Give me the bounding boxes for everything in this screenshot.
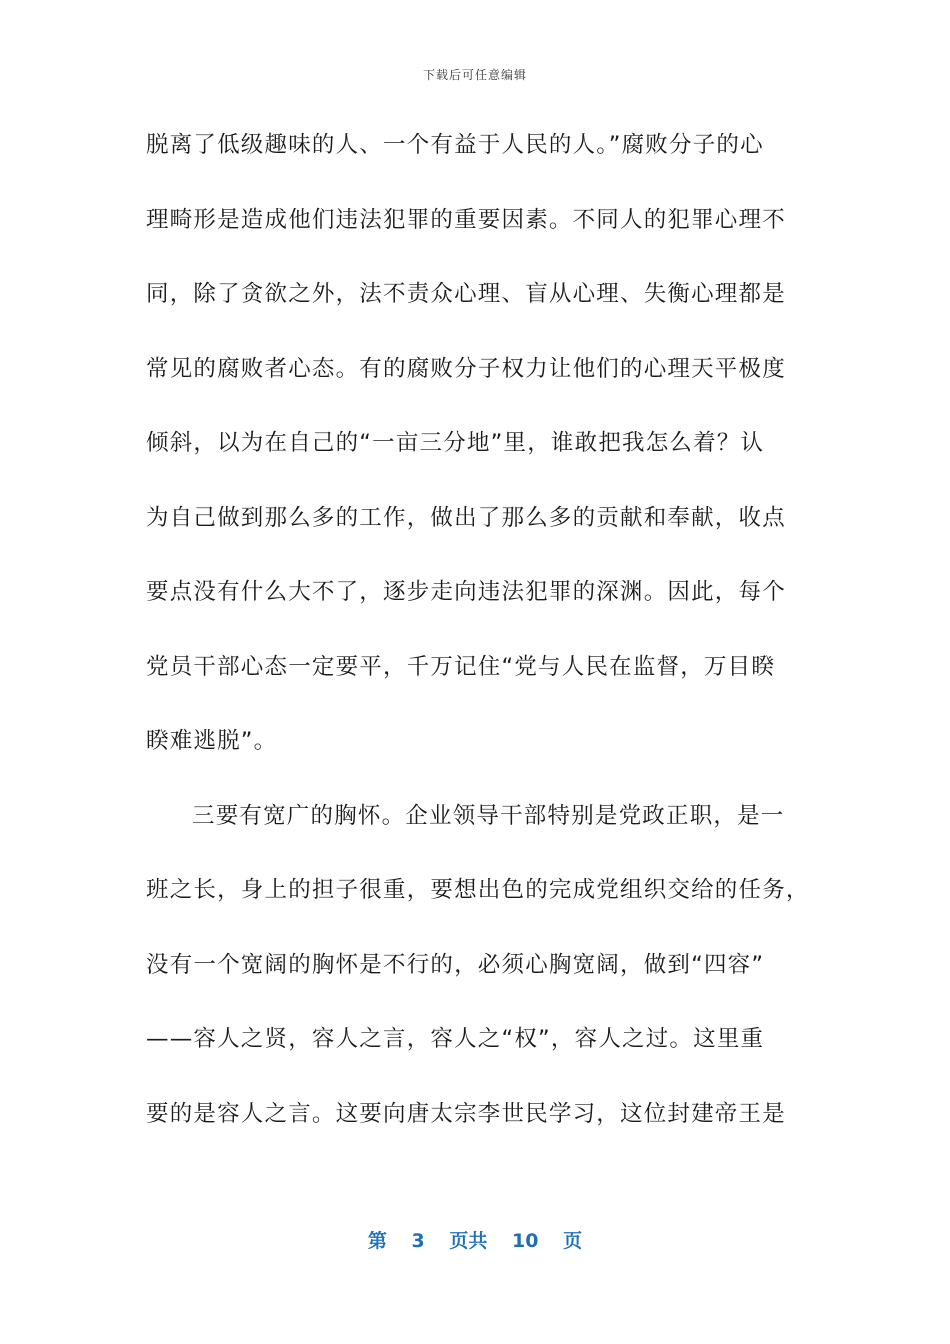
total-pages-number: 10 (512, 1230, 539, 1252)
text-line: 要的是容人之言。这要向唐太宗李世民学习，这位封建帝王是 (146, 1100, 786, 1127)
current-page-number: 3 (411, 1230, 425, 1252)
text-line: 常见的腐败者心态。有的腐败分子权力让他们的心理天平极度 (146, 355, 786, 382)
text-line: 同，除了贪欲之外，法不责众心理、盲从心理、失衡心理都是 (146, 281, 786, 307)
page-label-mid: 页共 (449, 1230, 488, 1252)
text-line: 为自己做到那么多的工作，做出了那么多的贡献和奉献，收点 (146, 504, 786, 531)
text-line: ——容人之贤，容人之言，容人之“权”，容人之过。这里重 (146, 1026, 765, 1052)
text-line: 班之长，身上的担子很重，要想出色的完成党组织交给的任务， (146, 877, 810, 903)
page-label-suffix: 页 (563, 1230, 583, 1252)
text-line: 睽难逃脱”。 (146, 728, 278, 754)
header-note: 下载后可任意编辑 (422, 68, 527, 82)
body-text (146, 122, 810, 1165)
text-line: 脱离了低级趣味的人、一个有益于人民的人。”腐败分子的心 (146, 132, 764, 158)
text-line: 三要有宽广的胸怀。企业领导干部特别是党政正职，是一 (192, 802, 785, 829)
text-line: 党员干部心态一定要平，千万记住“党与人民在监督，万目睽 (146, 653, 776, 680)
text-line: 倾斜，以为在自己的“一亩三分地”里，谁敢把我怎么着？认 (146, 430, 765, 456)
text-line: 要点没有什么大不了，逐步走向违法犯罪的深渊。因此，每个 (146, 579, 786, 605)
paragraph-1 (146, 122, 794, 793)
text-line: 没有一个宽阔的胸怀是不行的，必须心胸宽阔，做到“四容” (146, 951, 765, 978)
text-line: 理畸形是造成他们违法犯罪的重要因素。不同人的犯罪心理不 (146, 206, 786, 233)
paragraph-2 (146, 793, 810, 1166)
page-number-footer (0, 1226, 950, 1253)
page-label-prefix: 第 (367, 1230, 387, 1252)
